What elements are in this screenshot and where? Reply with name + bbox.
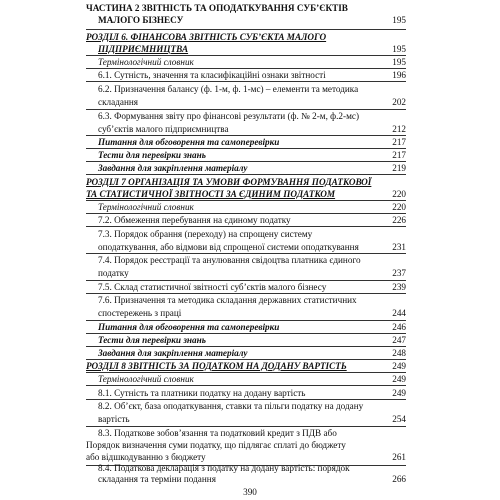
page-footer-number: 390 bbox=[243, 487, 257, 497]
toc-item bbox=[86, 254, 406, 280]
page-number: 248 bbox=[392, 348, 406, 358]
item-text-line1: 7.6. Призначення та методика складання державних статистичних bbox=[98, 295, 357, 305]
item-text-line1: 8.4. Податкова декларація з податку на додану вартість: порядок bbox=[98, 463, 350, 473]
item-text-line2: спостережень з праці bbox=[98, 308, 182, 318]
page-number: 249 bbox=[392, 374, 406, 384]
item-text: Термінологічний словник bbox=[98, 202, 194, 212]
page-number: 246 bbox=[392, 322, 406, 332]
toc-item bbox=[86, 427, 406, 465]
page-number: 266 bbox=[392, 474, 406, 484]
toc-item bbox=[86, 228, 406, 254]
toc-item bbox=[86, 463, 406, 487]
item-text: Термінологічний словник bbox=[98, 57, 194, 67]
toc-item bbox=[86, 83, 406, 109]
section-title-line1: РОЗДІЛ 7 ОРГАНІЗАЦІЯ ТА УМОВИ ФОРМУВАННЯ ПОДАТКОВОЇ bbox=[86, 177, 372, 187]
item-text-line1: 6.3. Формування звіту про фінансові результати (ф. № 2-м, ф.2-мс) bbox=[98, 111, 360, 121]
page-number: 247 bbox=[392, 335, 406, 345]
item-text: Тести для перевірки знань bbox=[98, 335, 206, 345]
section-title-line1: РОЗДІЛ 8 ЗВІТНІСТЬ ЗА ПОДАТКОМ НА ДОДАНУ ВАРТІСТЬ bbox=[86, 361, 347, 371]
part-title-line2: МАЛОГО БІЗНЕСУ bbox=[98, 15, 184, 25]
divider bbox=[86, 81, 406, 82]
page-number: 249 bbox=[392, 361, 406, 371]
page-number: 219 bbox=[392, 163, 406, 173]
divider bbox=[86, 226, 406, 227]
toc-item bbox=[86, 294, 406, 320]
section-heading bbox=[86, 176, 406, 202]
item-text: Тести для перевірки знань bbox=[98, 150, 206, 160]
part-heading bbox=[86, 2, 406, 28]
item-text-line2: Порядок визначення суми податку, що підлягає сплаті до бюджету bbox=[86, 440, 346, 450]
item-text-line2: суб’єктів малого підприємництва bbox=[98, 124, 229, 134]
divider bbox=[86, 29, 406, 30]
item-text-line2: податку bbox=[98, 268, 129, 278]
item-text-line2: складання bbox=[98, 97, 139, 107]
page-number: 195 bbox=[392, 44, 406, 54]
item-text-line1: 7.4. Порядок реєстрації та анулювання свідоцтва платника єдиного bbox=[98, 255, 361, 265]
page-number: 237 bbox=[392, 268, 406, 278]
item-text: 7.2. Обмеження перебування на єдиному податку bbox=[98, 215, 291, 225]
item-text: Завдання для закріплення матеріалу bbox=[98, 163, 248, 173]
page-number: 226 bbox=[392, 215, 406, 225]
section-title-line2: ПІДПРИЄМНИЦТВА bbox=[98, 44, 189, 54]
item-text: Завдання для закріплення матеріалу bbox=[98, 348, 248, 358]
section-heading bbox=[86, 31, 406, 57]
page-number: 195 bbox=[392, 57, 406, 67]
divider bbox=[86, 385, 406, 386]
page-number: 254 bbox=[392, 414, 406, 424]
item-text-line2: оподаткування, або відмови від спрощеної системи оподаткування bbox=[98, 242, 359, 252]
item-text: 8.1. Сутність та платники податку на додану вартість bbox=[98, 388, 306, 398]
item-text-line1: 8.2. Об’єкт, база оподаткування, ставки та пільги податку на додану bbox=[98, 401, 364, 411]
item-text: Питання для обговорення та самоперевірки bbox=[98, 322, 280, 332]
page-number: 217 bbox=[392, 137, 406, 147]
item-text-line3: або відшкодуванню з бюджету bbox=[86, 452, 206, 462]
item-text-line2: складання та терміни подання bbox=[98, 474, 216, 484]
page-number: 217 bbox=[392, 150, 406, 160]
page-number: 231 bbox=[392, 242, 406, 252]
section-title-line1: РОЗДІЛ 6. ФІНАНСОВА ЗВІТНІСТЬ СУБ’ЄКТА МАЛОГО bbox=[86, 32, 327, 42]
item-text: Термінологічний словник bbox=[98, 374, 194, 384]
page-number: 249 bbox=[392, 388, 406, 398]
divider bbox=[86, 174, 406, 175]
page-number: 212 bbox=[392, 124, 406, 134]
page-number: 239 bbox=[392, 282, 406, 292]
item-text-line1: 6.2. Призначення балансу (ф. 1-м, ф. 1-мс) – елементи та методика bbox=[98, 84, 359, 94]
page-number: 195 bbox=[392, 15, 406, 25]
item-text: 6.1. Сутність, значення та класифікаційні ознаки звітності bbox=[98, 70, 326, 80]
page-number: 244 bbox=[392, 308, 406, 318]
section-title-line2: ТА СТАТИСТИЧНОЇ ЗВІТНОСТІ ЗА ЄДИНИМ ПОДАТКОМ bbox=[86, 189, 336, 199]
item-text-line2: вартість bbox=[98, 414, 130, 424]
page-number: 202 bbox=[392, 97, 406, 107]
item-text-line1: 8.3. Податкове зобов’язання та податковий кредит з ПДВ або bbox=[98, 428, 337, 438]
page-number: 220 bbox=[392, 202, 406, 212]
item-text: 7.5. Склад статистичної звітності суб’єктів малого бізнесу bbox=[98, 282, 327, 292]
page-number: 261 bbox=[392, 452, 406, 462]
page-number: 220 bbox=[392, 189, 406, 199]
item-text: Питання для обговорення та самоперевірки bbox=[98, 137, 280, 147]
item-text-line1: 7.3. Порядок обрання (переходу) на спрощену систему bbox=[98, 229, 313, 239]
toc-item bbox=[86, 400, 406, 426]
page-number: 196 bbox=[392, 70, 406, 80]
toc-item bbox=[86, 110, 406, 136]
part-title-line1: ЧАСТИНА 2 ЗВІТНІСТЬ ТА ОПОДАТКУВАННЯ СУБ’ЄКТІВ bbox=[86, 3, 348, 13]
